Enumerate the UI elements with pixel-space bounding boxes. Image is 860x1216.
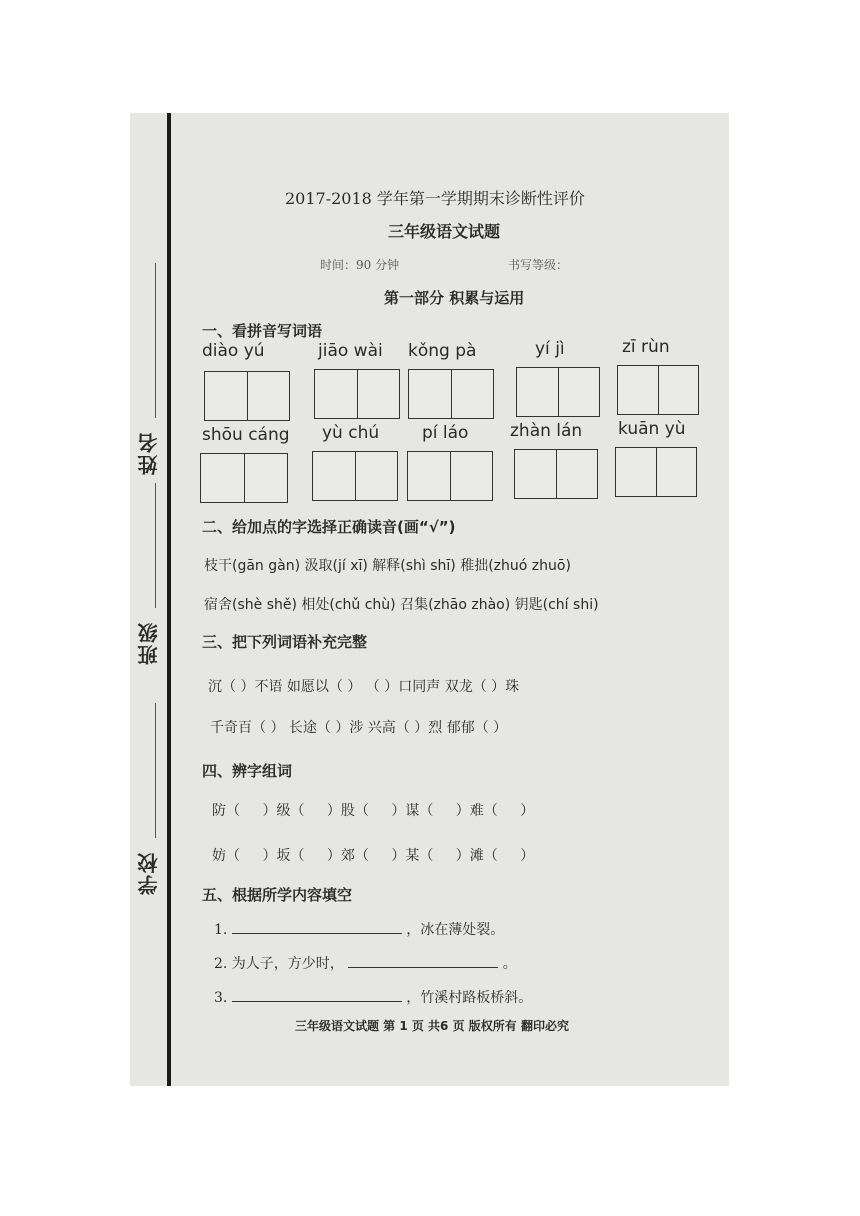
fill-q1-number: 1.	[214, 922, 228, 938]
section-4-heading: 四、辨字组词	[202, 762, 293, 780]
answer-box[interactable]	[514, 449, 598, 499]
fill-q3-text: ，竹溪村路板桥斜。	[406, 990, 533, 1006]
section-2-heading: 二、给加点的字选择正确读音(画“√”)	[202, 518, 456, 536]
fill-q1-blank[interactable]	[232, 933, 402, 934]
school-blank-line	[155, 703, 156, 838]
answer-box[interactable]	[314, 369, 400, 419]
fill-q3-number: 3.	[214, 990, 228, 1006]
exam-title: 2017-2018 学年第一学期期末诊断性评价	[285, 189, 585, 208]
char-group-row-1: 防（ ）级（ ）股（ ）谋（ ）难（ ）	[212, 803, 535, 819]
pinyin-kong-pa: kǒng pà	[408, 341, 477, 361]
side-label-class: 班级	[137, 621, 161, 665]
pinyin-zhan-lan: zhàn lán	[510, 421, 583, 441]
fill-question-2	[214, 953, 517, 973]
fill-q2-end: 。	[502, 956, 517, 972]
name-blank-line	[155, 263, 156, 418]
answer-box[interactable]	[312, 451, 398, 501]
pinyin-jiao-wai: jiāo wài	[318, 341, 383, 361]
section-1-heading: 一、看拼音写词语	[202, 322, 323, 340]
fill-question-3	[214, 987, 532, 1007]
pronunciation-row-1: 枝干(gān gàn) 汲取(jí xī) 解释(shì shī) 稚拙(zhuó zhuō)	[204, 558, 571, 574]
idiom-row-1: 沉（ ）不语 如愿以（ ） （ ）口同声 双龙（ ）珠	[208, 679, 520, 695]
binding-line	[167, 113, 171, 1086]
pinyin-kuan-yu: kuān yù	[618, 419, 686, 439]
answer-box[interactable]	[617, 365, 699, 415]
handwriting-grade-label: 书写等级：	[508, 258, 569, 272]
answer-box[interactable]	[615, 447, 697, 497]
pinyin-zi-run: zī rùn	[622, 337, 670, 357]
answer-box[interactable]	[516, 367, 600, 417]
exam-photo	[130, 113, 729, 1086]
section-3-heading: 三、把下列词语补充完整	[202, 633, 368, 651]
pinyin-shou-cang: shōu cáng	[202, 425, 290, 445]
fill-question-1	[214, 919, 504, 939]
fill-q1-text: ，冰在薄处裂。	[406, 922, 505, 938]
pinyin-diao-yu: diào yú	[202, 341, 265, 361]
fill-q3-blank[interactable]	[232, 1001, 402, 1002]
pinyin-yi-ji: yí jì	[535, 339, 565, 359]
answer-box[interactable]	[407, 451, 493, 501]
exam-subtitle: 三年级语文试题	[388, 222, 501, 241]
section-5-heading: 五、根据所学内容填空	[202, 886, 353, 904]
pronunciation-row-2: 宿舍(shè shě) 相处(chǔ chù) 召集(zhāo zhào) 钥匙(chí shi)	[204, 597, 599, 613]
idiom-row-2: 千奇百（ ） 长途（ ）涉 兴高（ ）烈 郁郁（ ）	[210, 720, 508, 736]
side-label-school: 学校	[137, 851, 161, 895]
part-one-heading: 第一部分 积累与运用	[384, 289, 525, 307]
pinyin-pi-lao: pí láo	[422, 423, 469, 443]
pinyin-yu-chu: yù chú	[322, 423, 380, 443]
char-group-row-2: 妨（ ）坂（ ）郊（ ）某（ ）滩（ ）	[212, 848, 535, 864]
answer-box[interactable]	[408, 369, 494, 419]
exam-time: 时间：90 分钟	[320, 258, 400, 272]
answer-box[interactable]	[204, 371, 290, 421]
fill-q2-blank[interactable]	[348, 967, 498, 968]
fill-q2-text: 2. 为人子，方少时，	[214, 956, 344, 972]
answer-box[interactable]	[200, 453, 288, 503]
side-label-name: 姓名	[137, 431, 161, 475]
page-footer: 三年级语文试题 第 1 页 共6 页 版权所有 翻印必究	[295, 1019, 569, 1033]
class-blank-line	[155, 483, 156, 608]
